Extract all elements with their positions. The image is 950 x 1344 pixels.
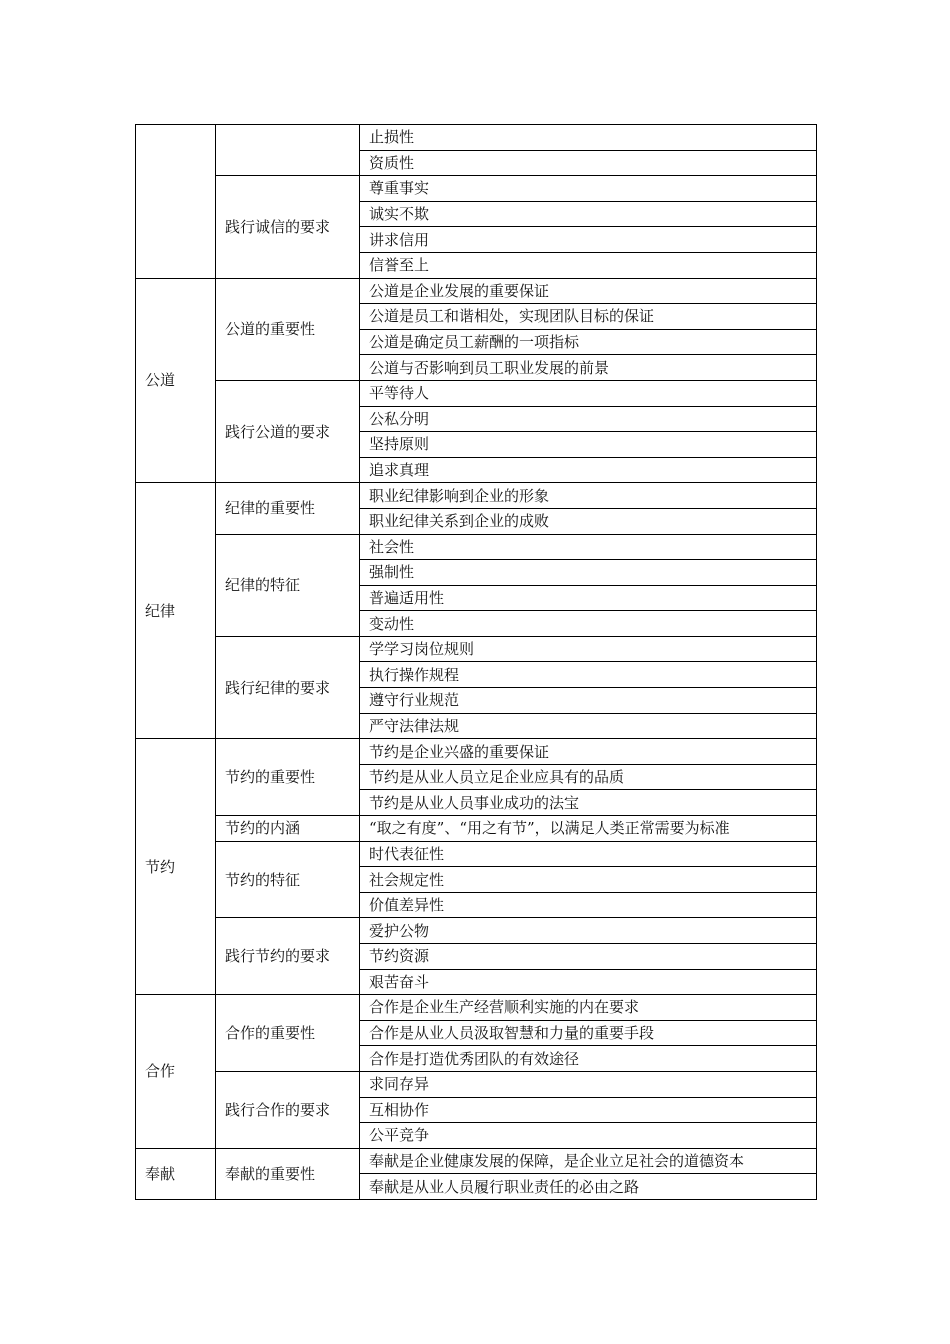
item-cell: “取之有度”、“用之有节”，以满足人类正常需要为标准 [360,816,817,842]
outline-table-body [136,125,817,1200]
item-cell: 遵守行业规范 [360,688,817,714]
item-cell: 社会规定性 [360,867,817,893]
item-cell: 普遍适用性 [360,585,817,611]
table-row [136,483,817,509]
item-cell: 合作是从业人员汲取智慧和力量的重要手段 [360,1020,817,1046]
table-row [136,995,817,1021]
item-cell: 严守法律法规 [360,713,817,739]
item-cell: 执行操作规程 [360,662,817,688]
item-cell: 追求真理 [360,457,817,483]
item-cell: 公平竞争 [360,1123,817,1149]
item-cell: 奉献是企业健康发展的保障，是企业立足社会的道德资本 [360,1148,817,1174]
category-cell: 纪律 [136,483,216,739]
section-title-cell: 节约的重要性 [216,739,360,816]
item-cell: 节约是企业兴盛的重要保证 [360,739,817,765]
table-row [136,176,817,202]
item-cell: 职业纪律影响到企业的形象 [360,483,817,509]
item-cell: 变动性 [360,611,817,637]
item-cell: 艰苦奋斗 [360,969,817,995]
item-cell: 公道是确定员工薪酬的一项指标 [360,329,817,355]
item-cell: 求同存异 [360,1071,817,1097]
table-row [136,636,817,662]
table-row [136,1148,817,1174]
section-title-cell: 公道的重要性 [216,278,360,380]
item-cell: 价值差异性 [360,892,817,918]
section-title-cell: 践行合作的要求 [216,1071,360,1148]
item-cell: 职业纪律关系到企业的成败 [360,508,817,534]
item-cell: 学学习岗位规则 [360,636,817,662]
table-row [136,739,817,765]
section-title-cell: 纪律的特征 [216,534,360,636]
section-title-cell: 践行节约的要求 [216,918,360,995]
section-title-cell: 合作的重要性 [216,995,360,1072]
item-cell: 爱护公物 [360,918,817,944]
category-cell: 公道 [136,278,216,483]
item-cell: 资质性 [360,150,817,176]
ethics-outline-table [135,124,817,1200]
item-cell: 公道是企业发展的重要保证 [360,278,817,304]
table-row [136,816,817,842]
item-cell: 节约资源 [360,944,817,970]
item-cell: 公私分明 [360,406,817,432]
item-cell: 尊重事实 [360,176,817,202]
section-title-cell: 践行公道的要求 [216,380,360,482]
item-cell: 奉献是从业人员履行职业责任的必由之路 [360,1174,817,1200]
table-row [136,380,817,406]
section-title-cell: 奉献的重要性 [216,1148,360,1199]
item-cell: 讲求信用 [360,227,817,253]
table-row [136,534,817,560]
item-cell: 时代表征性 [360,841,817,867]
section-title-cell: 节约的特征 [216,841,360,918]
table-row [136,125,817,151]
section-title-cell [216,125,360,176]
item-cell: 信誉至上 [360,252,817,278]
category-cell [136,125,216,279]
table-row [136,278,817,304]
item-cell: 强制性 [360,560,817,586]
item-cell: 社会性 [360,534,817,560]
item-cell: 诚实不欺 [360,201,817,227]
item-cell: 合作是企业生产经营顺利实施的内在要求 [360,995,817,1021]
item-cell: 互相协作 [360,1097,817,1123]
category-cell: 合作 [136,995,216,1149]
item-cell: 止损性 [360,125,817,151]
section-title-cell: 践行纪律的要求 [216,636,360,738]
category-cell: 奉献 [136,1148,216,1199]
table-row [136,841,817,867]
category-cell: 节约 [136,739,216,995]
item-cell: 节约是从业人员事业成功的法宝 [360,790,817,816]
item-cell: 坚持原则 [360,432,817,458]
section-title-cell: 践行诚信的要求 [216,176,360,278]
table-row [136,1071,817,1097]
item-cell: 平等待人 [360,380,817,406]
section-title-cell: 节约的内涵 [216,816,360,842]
item-cell: 公道是员工和谐相处，实现团队目标的保证 [360,304,817,330]
item-cell: 合作是打造优秀团队的有效途径 [360,1046,817,1072]
item-cell: 节约是从业人员立足企业应具有的品质 [360,764,817,790]
item-cell: 公道与否影响到员工职业发展的前景 [360,355,817,381]
table-row [136,918,817,944]
section-title-cell: 纪律的重要性 [216,483,360,534]
